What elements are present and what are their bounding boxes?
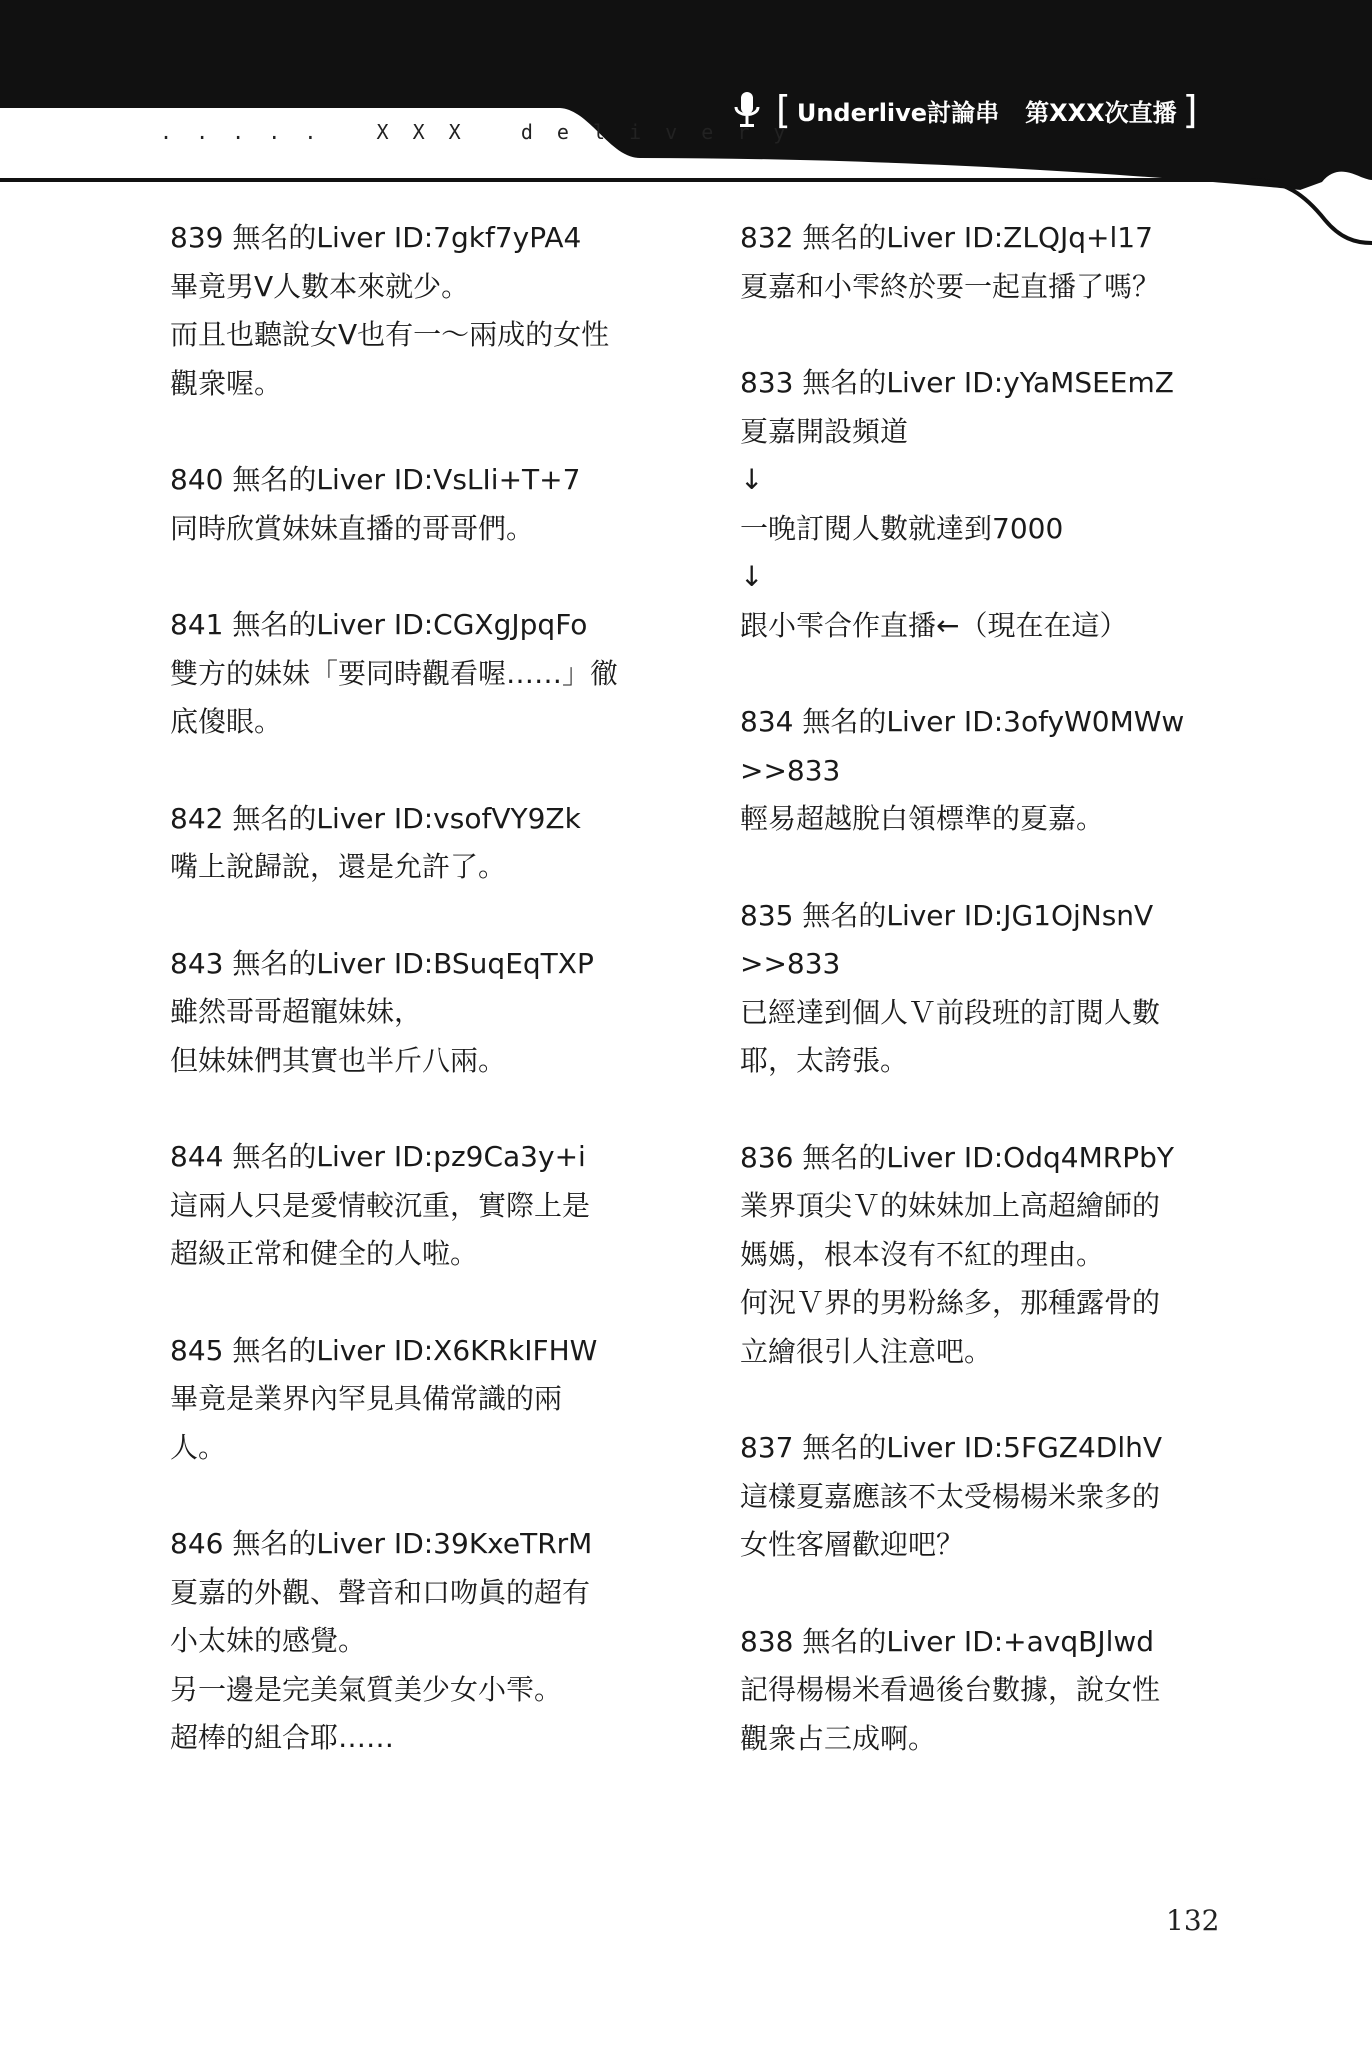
forum-post (170, 940, 650, 1086)
post-header: 844 無名的Liver ID:pz9Ca3y+i (170, 1140, 586, 1173)
post-line: 夏嘉開設頻道 (740, 414, 909, 448)
post-line: 輕易超越脫白領標準的夏嘉。 (740, 802, 1105, 835)
left-column (170, 214, 650, 1811)
subtitle: . . . . . X X X d e l i v e r y (160, 120, 792, 144)
right-column (740, 214, 1220, 1811)
post-line: 觀衆喔。 (170, 366, 283, 400)
post-line: 但妹妹們其實也半斤八兩。 (170, 1043, 507, 1077)
post-line: 雙方的妹妹「要同時觀看喔……」徹 (170, 656, 619, 690)
forum-post (170, 1520, 650, 1763)
post-header: 838 無名的Liver ID:+avqBJlwd (740, 1624, 1155, 1658)
post-line: 耶，太誇張。 (740, 1044, 909, 1077)
post-header: 834 無名的Liver ID:3ofyW0MWw (740, 705, 1185, 738)
post-line: >>833 (740, 753, 841, 787)
post-header: 843 無名的Liver ID:BSuqEqTXP (170, 946, 594, 980)
post-header: 836 無名的Liver ID:Odq4MRPbY (740, 1140, 1174, 1174)
post-line: 嘴上說歸說，還是允許了。 (170, 850, 507, 883)
forum-post (740, 214, 1220, 311)
post-line: 畢竟男V人數本來就少。 (170, 269, 470, 303)
post-line: ↓ (740, 560, 764, 593)
post-line: 女性客層歡迎吧？ (740, 1528, 965, 1561)
post-line: 底傻眼。 (170, 705, 283, 738)
post-header: 840 無名的Liver ID:VsLIi+T+7 (170, 463, 581, 496)
post-line: 跟小雫合作直播←（現在在這） (740, 608, 1128, 642)
forum-post (740, 1424, 1220, 1570)
post-header: 837 無名的Liver ID:5FGZ4DlhV (740, 1431, 1163, 1464)
post-line: 人。 (170, 1430, 227, 1464)
forum-post (170, 214, 650, 408)
post-line: 已經達到個人Ｖ前段班的訂閱人數 (740, 995, 1161, 1029)
post-line: 一晚訂閱人數就達到7000 (740, 511, 1064, 545)
broadcast-title: 第XXX次直播 (1025, 98, 1177, 127)
post-line: 媽媽，根本沒有不紅的理由。 (740, 1237, 1105, 1271)
post-line: 小太妹的感覺。 (170, 1624, 367, 1657)
post-line: 夏嘉的外觀、聲音和口吻眞的超有 (170, 1575, 591, 1609)
bracket-close: ] (1182, 88, 1198, 132)
post-line: 業界頂尖Ｖ的妹妹加上高超繪師的 (740, 1189, 1161, 1222)
bracket-open: [ (776, 88, 791, 132)
forum-post (740, 1134, 1220, 1377)
forum-post (170, 1327, 650, 1473)
forum-post (740, 1618, 1220, 1764)
header-title (732, 90, 1203, 130)
forum-post (170, 1133, 650, 1279)
post-header: 835 無名的Liver ID:JG1OjNsnV (740, 898, 1154, 932)
post-header: 833 無名的Liver ID:yYaMSEEmZ (740, 366, 1174, 399)
forum-post (740, 892, 1220, 1086)
post-header: 832 無名的Liver ID:ZLQJq+l17 (740, 221, 1153, 254)
post-header: 842 無名的Liver ID:vsofVY9Zk (170, 801, 581, 835)
post-line: 記得楊楊米看過後台數據，說女性 (740, 1673, 1161, 1706)
forum-post (740, 698, 1220, 844)
post-line: 同時欣賞妹妹直播的哥哥們。 (170, 511, 535, 545)
forum-post (170, 601, 650, 747)
post-line: 超級正常和健全的人啦。 (170, 1237, 479, 1270)
post-line: 何況Ｖ界的男粉絲多，那種露骨的 (740, 1286, 1161, 1319)
post-line: 夏嘉和小雫終於要一起直播了嗎？ (740, 269, 1161, 303)
post-line: 這樣夏嘉應該不太受楊楊米衆多的 (740, 1479, 1161, 1513)
post-line: 畢竟是業界內罕見具備常識的兩 (170, 1382, 563, 1415)
forum-post (170, 795, 650, 892)
post-header: 846 無名的Liver ID:39KxeTRrM (170, 1527, 593, 1560)
forum-post (740, 359, 1220, 650)
forum-post (170, 456, 650, 553)
page-number: 132 (1166, 1904, 1220, 1937)
post-line: ↓ (740, 463, 764, 496)
post-line: 雖然哥哥超寵妹妹， (170, 995, 423, 1028)
post-line: 而且也聽說女V也有一～兩成的女性 (170, 318, 610, 351)
post-line: 這兩人只是愛情較沉重，實際上是 (170, 1188, 591, 1222)
post-line: 立繪很引人注意吧。 (740, 1334, 993, 1368)
thread-title: Underlive討論串 (796, 98, 1000, 127)
post-line: 觀衆占三成啊。 (740, 1721, 937, 1755)
post-line: 超棒的組合耶…… (170, 1721, 395, 1754)
post-header: 839 無名的Liver ID:7gkf7yPA4 (170, 221, 582, 254)
post-header: 841 無名的Liver ID:CGXgJpqFo (170, 608, 588, 641)
post-line: >>833 (740, 947, 841, 980)
post-line: 另一邊是完美氣質美少女小雫。 (170, 1672, 563, 1706)
post-header: 845 無名的Liver ID:X6KRkIFHW (170, 1333, 598, 1367)
